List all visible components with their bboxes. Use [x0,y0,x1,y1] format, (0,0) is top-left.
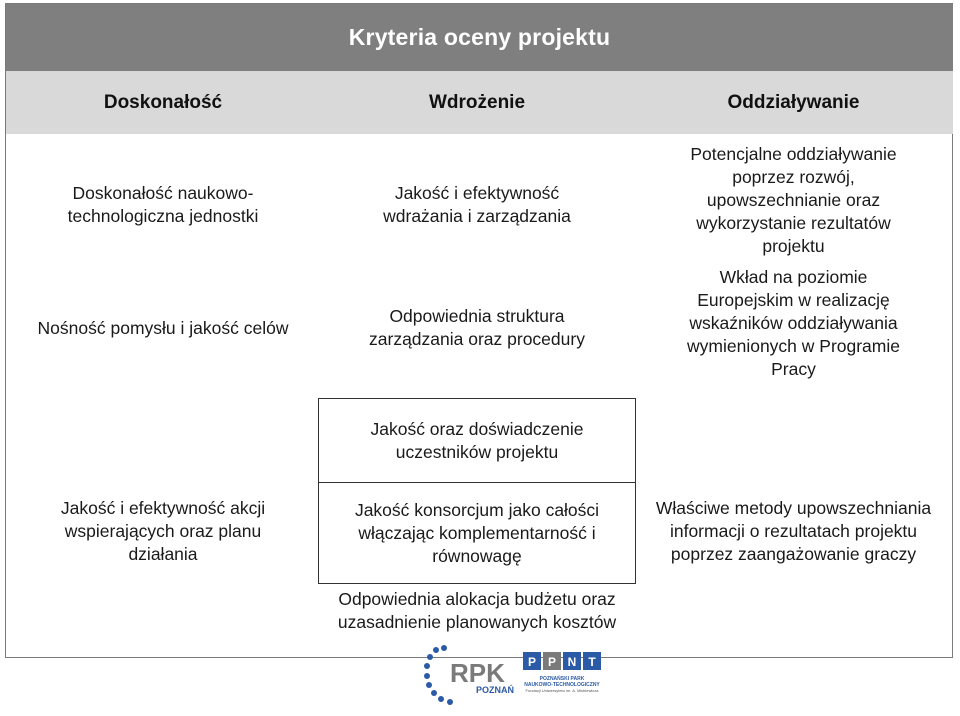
svg-text:Fundacji Uniwersytetu im. A. M: Fundacji Uniwersytetu im. A. Mickiewicza [525,688,599,693]
svg-text:N: N [567,655,577,669]
rpk-logo-subtext: POZNAŃ [476,685,514,695]
cell-doskonalosc-1: Doskonałość naukowo-technologiczna jednostki [67,183,259,226]
svg-text:P: P [527,655,537,669]
cell-wdrozenie-1: Jakość i efektywność wdrażania i zarządzania [383,183,571,226]
ppnt-logo [523,652,601,693]
cell-doskonalosc-2: Nośność pomysłu i jakość celów [37,317,289,338]
slide-title: Kryteria oceny projektu [6,4,953,71]
header-wdrozenie: Wdrożenie [320,71,634,134]
svg-text:NAUKOWO-TECHNOLOGICZNY: NAUKOWO-TECHNOLOGICZNY [524,682,600,688]
cell-wdrozenie-5: Odpowiednia alokacja budżetu oraz uzasadnienie planowanych kosztów [337,589,617,632]
cell-oddzialywanie-1: Potencjalne oddziaływanie poprzez rozwój, upowszechnianie oraz wykorzystanie rezultatów projektu [690,144,897,256]
svg-text:POZNAŃSKI PARK: POZNAŃSKI PARK [539,676,585,682]
cell-wdrozenie-3: Jakość oraz doświadczenie uczestników projektu [318,398,636,483]
cell-oddzialywanie-2: Wkład na poziomie Europejskim w realizację wskaźników oddziaływania wymienionych w Programie Pracy [687,267,900,379]
cell-doskonalosc-3: Jakość i efektywność akcji wspierających oraz planu działania [60,497,266,564]
svg-text:T: T [588,655,596,669]
cell-oddzialywanie-3: Właściwe metody upowszechniania informacji o rezultatach projektu poprzez zaangażowanie graczy [655,497,932,564]
rpk-logo-text: RPK [450,658,505,688]
rpk-logo [424,645,514,705]
partner-logos [420,636,620,716]
cell-wdrozenie-4: Jakość konsorcjum jako całości włączając komplementarność i równowagę [318,482,636,584]
cell-wdrozenie-2: Odpowiednia struktura zarządzania oraz procedury [369,306,585,349]
header-doskonalosc: Doskonałość [6,71,320,134]
svg-text:P: P [547,655,557,669]
header-oddzialywanie: Oddziaływanie [634,71,953,134]
